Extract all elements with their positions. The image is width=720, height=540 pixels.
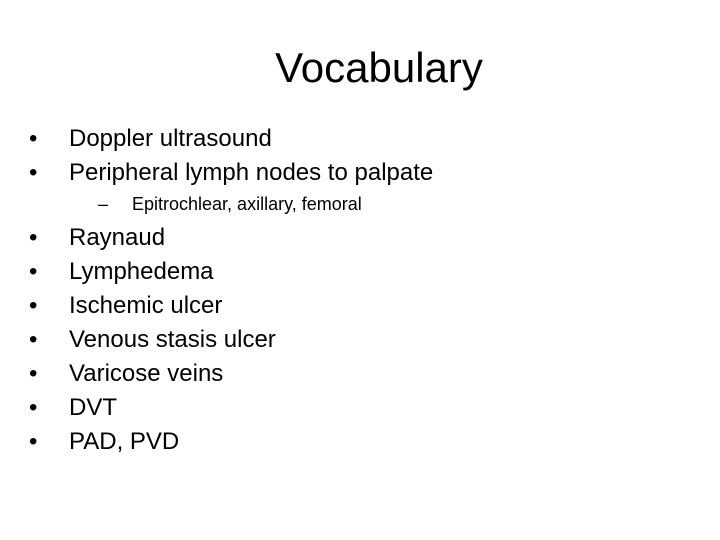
bullet-icon: • [29, 258, 38, 285]
bullet-list [29, 122, 709, 459]
bullet-icon: • [29, 125, 38, 152]
list-item-text: Peripheral lymph nodes to palpate [69, 159, 434, 186]
list-item [29, 425, 709, 459]
bullet-icon: • [29, 394, 38, 421]
bullet-icon: • [29, 292, 38, 319]
list-item-text: Doppler ultrasound [69, 125, 272, 152]
list-item [29, 221, 709, 255]
list-item [29, 391, 709, 425]
list-item [29, 323, 709, 357]
list-item-text: PAD, PVD [69, 428, 180, 455]
list-item-text: Varicose veins [69, 360, 224, 387]
list-item-text: Ischemic ulcer [69, 292, 223, 319]
list-item [29, 357, 709, 391]
list-item-text: DVT [69, 394, 117, 421]
list-item [29, 122, 709, 156]
sub-list-item-text: Epitrochlear, axillary, femoral [132, 194, 362, 214]
list-item [29, 289, 709, 323]
dash-icon: – [98, 194, 109, 214]
list-item-text: Venous stasis ulcer [69, 326, 276, 353]
list-item [29, 255, 709, 289]
bullet-icon: • [29, 224, 38, 251]
slide-title: Vocabulary [275, 44, 483, 91]
bullet-icon: • [29, 326, 38, 353]
bullet-icon: • [29, 428, 38, 455]
sub-list-item [29, 193, 709, 215]
list-item [29, 156, 709, 190]
list-item-text: Lymphedema [69, 258, 214, 285]
bullet-icon: • [29, 360, 38, 387]
list-item-text: Raynaud [69, 224, 166, 251]
bullet-icon: • [29, 159, 38, 186]
